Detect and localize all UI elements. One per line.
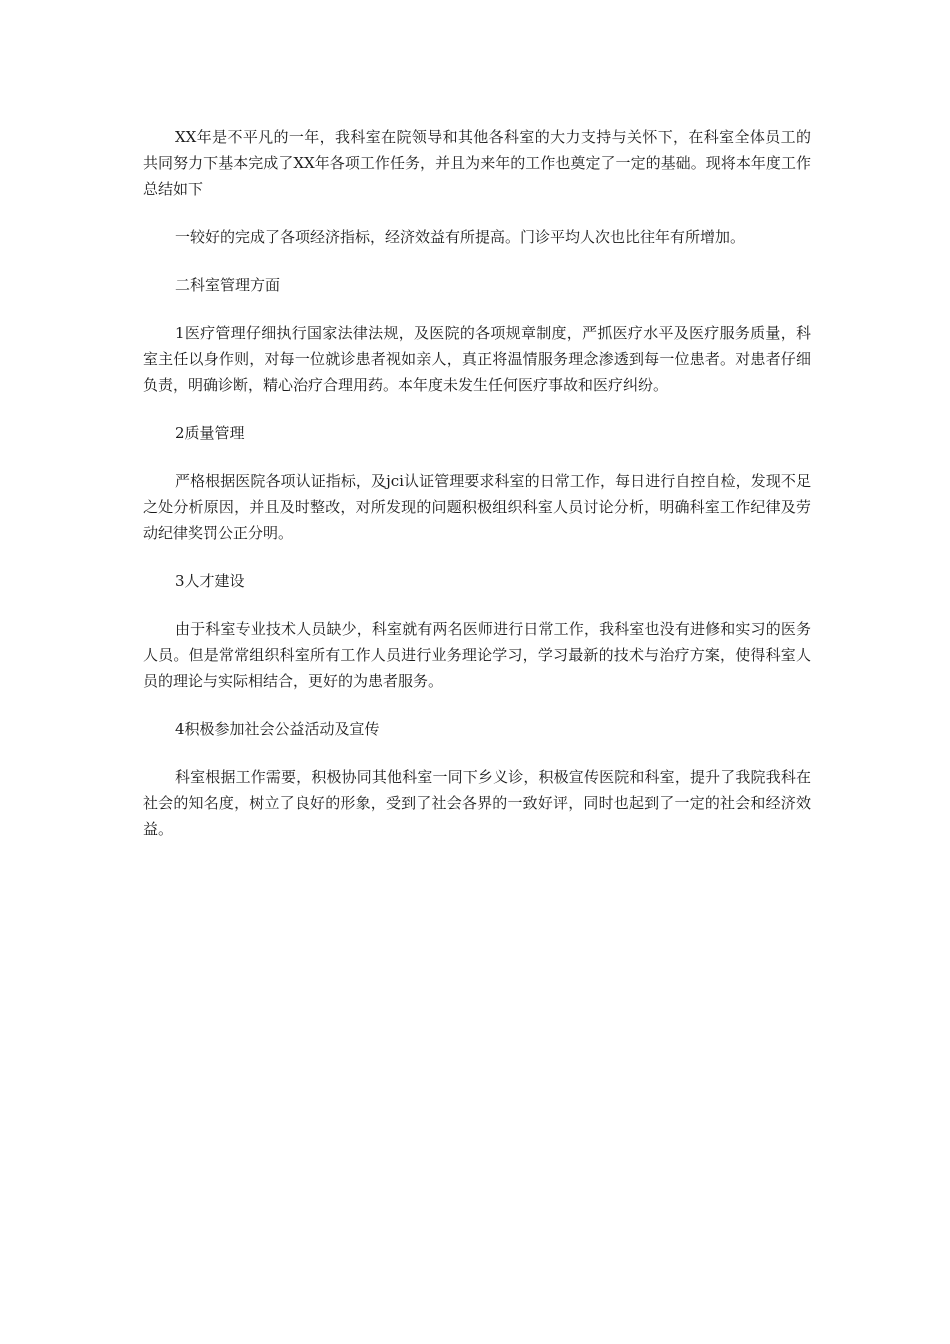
medical-management-paragraph: 1医疗管理仔细执行国家法律法规，及医院的各项规章制度，严抓医疗水平及医疗服务质量，科室主任以身作则，对每一位就诊患者视如亲人，真正将温情服务理念渗透到每一位患者。对患者仔细负责，明确诊断，精心治疗合理用药。本年度未发生任何医疗事故和医疗纠纷。 [143, 324, 811, 394]
quality-management-heading: 2质量管理 [175, 424, 245, 442]
quality-management-paragraph: 严格根据医院各项认证指标，及jci认证管理要求科室的日常工作，每日进行自控自检，发现不足之处分析原因，并且及时整改，对所发现的问题积极组织科室人员讨论分析，明确科室工作纪律及劳动纪律奖罚公正分明。 [143, 472, 811, 542]
talent-building-heading: 3人才建设 [175, 572, 245, 590]
document-body [143, 124, 811, 864]
talent-building-paragraph: 由于科室专业技术人员缺少，科室就有两名医师进行日常工作，我科室也没有进修和实习的医务人员。但是常常组织科室所有工作人员进行业务理论学习，学习最新的技术与治疗方案，使得科室人员的理论与实际相结合，更好的为患者服务。 [143, 620, 811, 690]
public-welfare-heading: 4积极参加社会公益活动及宣传 [175, 720, 380, 738]
public-welfare-paragraph: 科室根据工作需要，积极协同其他科室一同下乡义诊，积极宣传医院和科室，提升了我院我科在社会的知名度，树立了良好的形象，受到了社会各界的一致好评，同时也起到了一定的社会和经济效益。 [143, 768, 811, 838]
intro-paragraph: XX年是不平凡的一年，我科室在院领导和其他各科室的大力支持与关怀下，在科室全体员工的共同努力下基本完成了XX年各项工作任务，并且为来年的工作也奠定了一定的基础。现将本年度工作总结如下 [143, 128, 811, 198]
section-one-paragraph: 一较好的完成了各项经济指标，经济效益有所提高。门诊平均人次也比往年有所增加。 [175, 228, 746, 246]
section-two-heading: 二科室管理方面 [175, 276, 281, 294]
